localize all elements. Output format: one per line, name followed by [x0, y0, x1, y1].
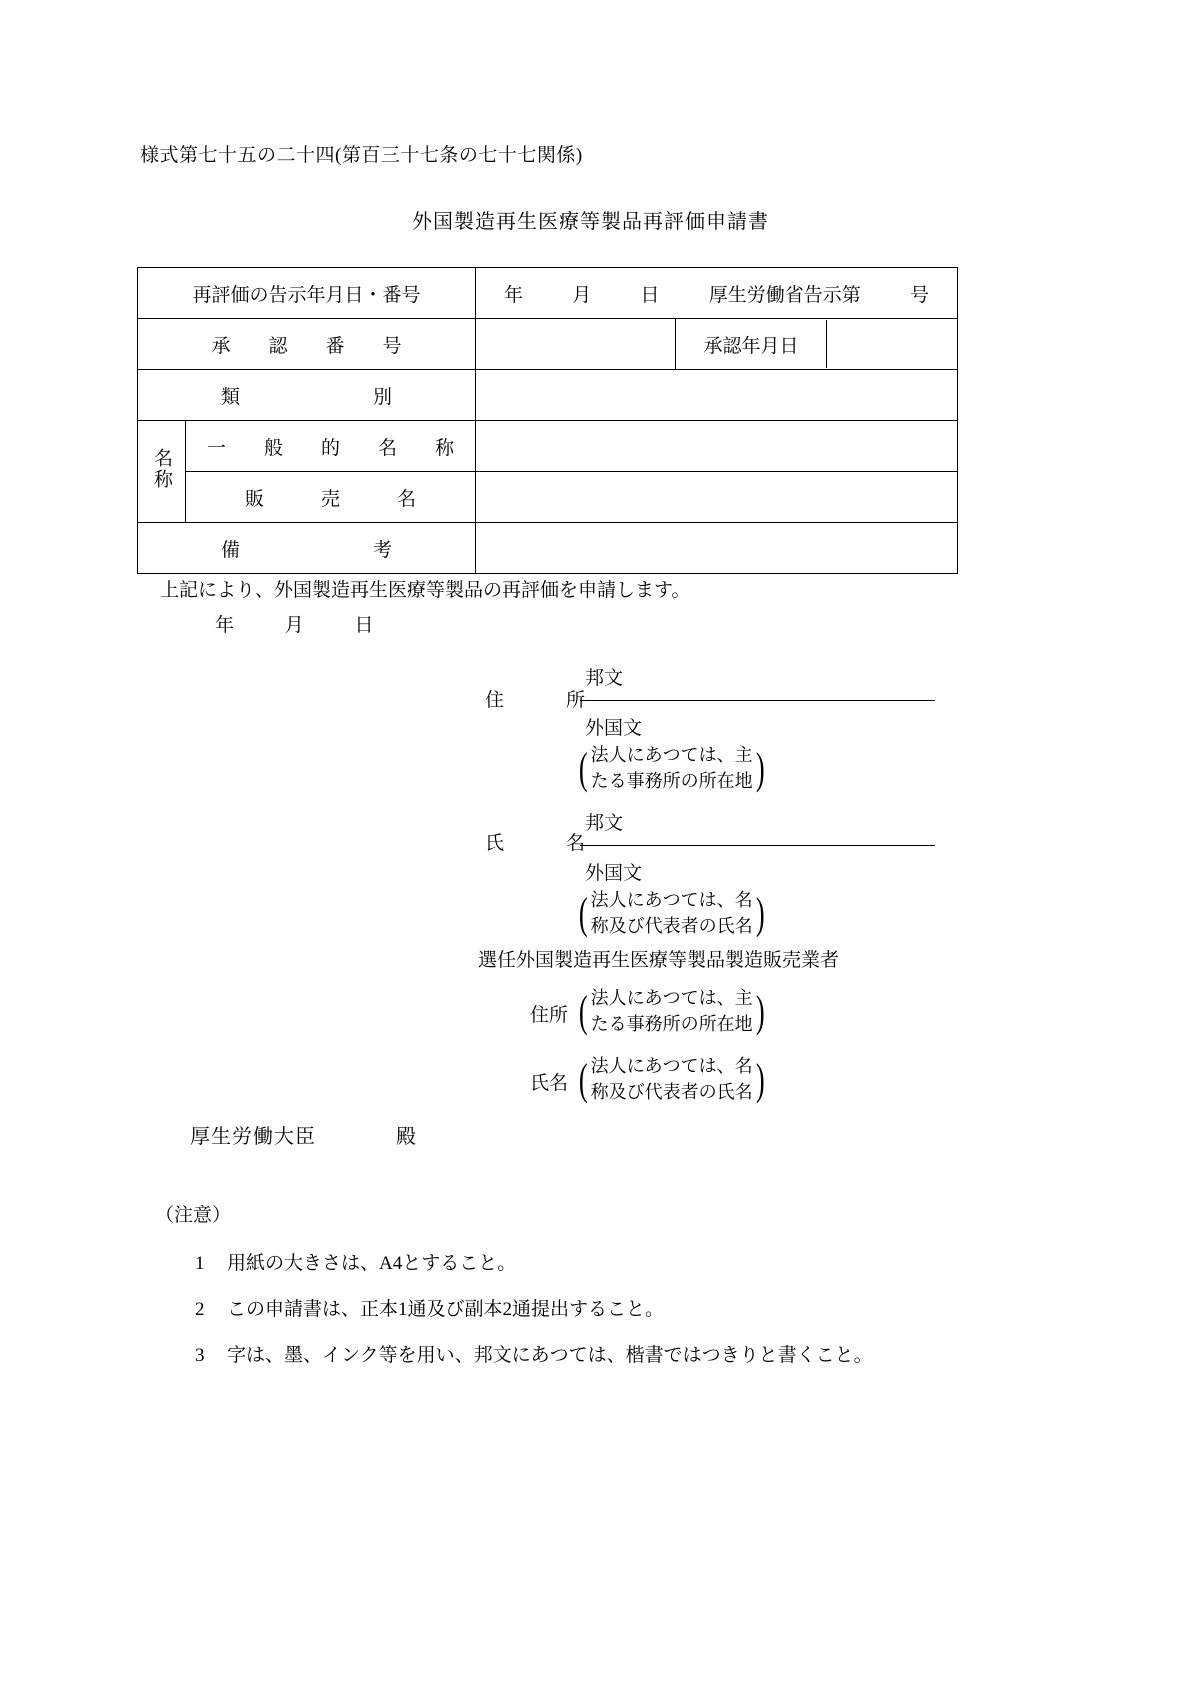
selected-address-note-line2: たる事務所の所在地 — [590, 1014, 753, 1035]
notice-number: 号 — [910, 284, 930, 306]
paren-open: ( — [578, 743, 588, 793]
paren-close: ) — [755, 1054, 765, 1104]
minister-title: 厚生労働大臣 — [190, 1126, 316, 1148]
address-note-line1: 法人にあつては、主 — [590, 745, 753, 765]
notice-ministry: 厚生労働省告示第 — [708, 284, 861, 306]
name-label: 氏 名 — [485, 833, 594, 854]
paren-open: ( — [578, 1054, 588, 1104]
paren-open: ( — [578, 888, 588, 938]
application-table — [137, 267, 958, 574]
statement-text: 上記により、外国製造再生医療等製品の再評価を申請します。 — [160, 580, 691, 601]
approval-number-label-text: 承 認 番 号 — [211, 335, 402, 357]
approval-number-label — [138, 319, 476, 370]
notice-date-label-text: 再評価の告示年月日・番号 — [192, 284, 421, 306]
address-label: 住 所 — [485, 690, 594, 711]
category-label — [138, 370, 476, 421]
name-note-line2: 称及び代表者の氏名 — [590, 916, 753, 937]
name-note-line1: 法人にあつては、名 — [590, 890, 753, 910]
category-value[interactable] — [476, 370, 958, 421]
form-number: 様式第七十五の二十四(第百三十七条の七十七関係) — [140, 145, 583, 166]
brand-name-label-text: 販 売 名 — [245, 488, 417, 510]
address-japanese-rule — [580, 700, 935, 701]
note-text-1: 用紙の大きさは、A4とすること。 — [227, 1253, 517, 1274]
address-foreign-label: 外国文 — [585, 718, 643, 739]
page-title: 外国製造再生医療等製品再評価申請書 — [412, 211, 769, 233]
approval-date-label: 承認年月日 — [676, 320, 827, 368]
table-row — [138, 370, 958, 421]
application-year: 年 — [215, 615, 236, 636]
selected-address-label: 住所 — [530, 1005, 569, 1026]
note-text-2: この申請書は、正本1通及び副本2通提出すること。 — [227, 1299, 665, 1320]
selected-name-note-line2: 称及び代表者の氏名 — [590, 1082, 753, 1103]
note-text-3: 字は、墨、インク等を用い、邦文にあつては、楷書ではつきりと書くこと。 — [227, 1345, 873, 1366]
note-item-1 — [195, 1248, 516, 1275]
paren-close: ) — [755, 888, 765, 938]
generic-name-label — [186, 421, 476, 472]
note-number-3: 3 — [195, 1345, 205, 1366]
name-group-label-text: 名称 — [151, 447, 172, 490]
table-row — [138, 421, 958, 472]
application-month: 月 — [284, 615, 305, 636]
notice-month: 月 — [572, 284, 592, 306]
name-group-label — [138, 421, 186, 523]
paren-close: ) — [755, 986, 765, 1036]
selected-holder-heading: 選任外国製造再生医療等製品製造販売業者 — [478, 950, 840, 971]
note-number-1: 1 — [195, 1253, 205, 1274]
addressee-line — [190, 1120, 417, 1149]
notice-date-label — [138, 268, 476, 319]
name-japanese-rule — [580, 845, 935, 846]
selected-name-label: 氏名 — [530, 1073, 569, 1094]
selected-name-note-line1: 法人にあつては、名 — [590, 1056, 753, 1076]
selected-address-note-line1: 法人にあつては、主 — [590, 988, 753, 1008]
notice-year: 年 — [504, 284, 524, 306]
generic-name-label-text: 一 般 的 名 称 — [207, 437, 455, 459]
notice-date-value[interactable] — [476, 268, 958, 319]
address-note-line2: たる事務所の所在地 — [590, 771, 753, 792]
selected-name-note — [576, 1053, 767, 1105]
table-row — [138, 472, 958, 523]
table-row — [138, 523, 958, 574]
category-label-text: 類 別 — [221, 386, 393, 408]
selected-address-note — [576, 985, 767, 1037]
approval-date-value[interactable] — [827, 320, 958, 368]
application-day: 日 — [354, 615, 375, 636]
note-number-2: 2 — [195, 1299, 205, 1320]
application-date-line — [215, 610, 419, 637]
remarks-label-text: 備 考 — [221, 539, 393, 561]
generic-name-value[interactable] — [476, 421, 958, 472]
minister-honorific: 殿 — [396, 1126, 417, 1148]
paren-close: ) — [755, 743, 765, 793]
brand-name-value[interactable] — [476, 472, 958, 523]
table-row — [138, 268, 958, 319]
approval-number-value[interactable] — [476, 319, 676, 370]
name-japanese-label: 邦文 — [585, 813, 624, 834]
remarks-label — [138, 523, 476, 574]
name-note — [576, 887, 767, 939]
name-foreign-label: 外国文 — [585, 863, 643, 884]
note-item-2 — [195, 1294, 664, 1321]
note-item-3 — [195, 1340, 873, 1367]
remarks-value[interactable] — [476, 523, 958, 574]
notice-day: 日 — [640, 284, 660, 306]
brand-name-label — [186, 472, 476, 523]
paren-open: ( — [578, 986, 588, 1036]
table-row — [138, 319, 958, 370]
approval-date-cell — [676, 319, 958, 370]
address-note — [576, 742, 767, 794]
notes-title: （注意） — [155, 1205, 232, 1226]
address-japanese-label: 邦文 — [585, 668, 624, 689]
